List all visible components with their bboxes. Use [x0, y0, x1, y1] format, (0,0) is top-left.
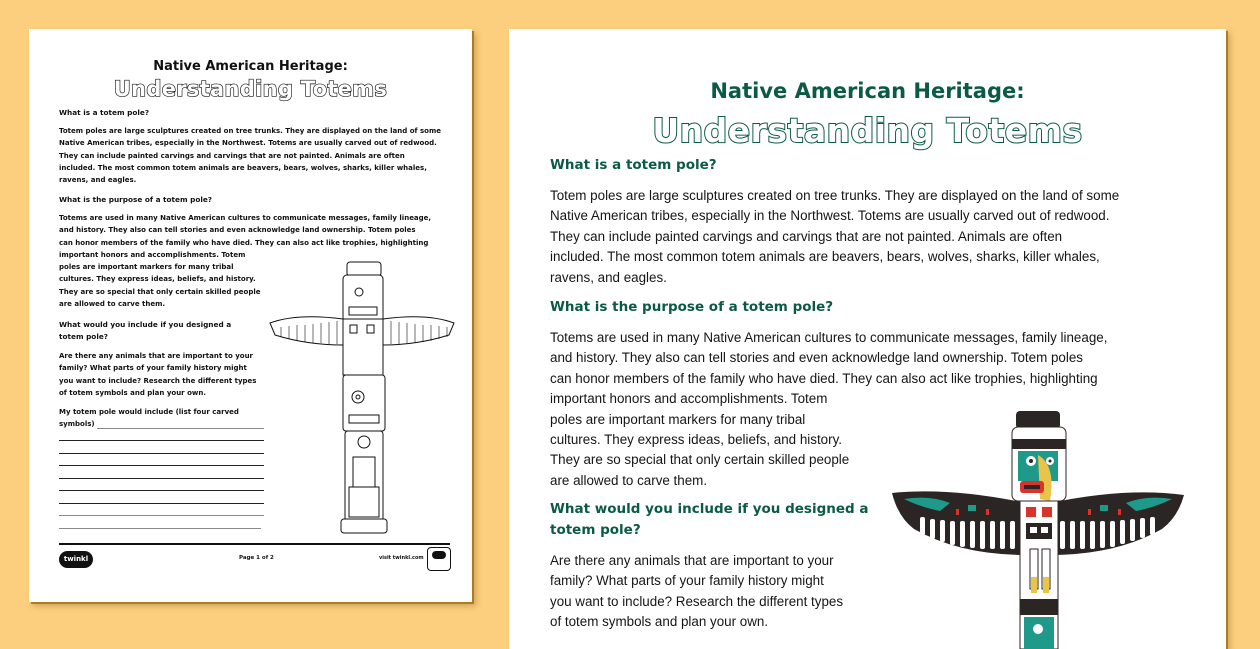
- heading-line: totem pole?: [59, 332, 109, 341]
- answer-line[interactable]: [59, 440, 264, 441]
- text-line: important honors and accomplishments. Totem: [59, 250, 246, 259]
- section-heading: What is the purpose of a totem pole?: [550, 299, 834, 315]
- text-line: ravens, and eagles.: [59, 176, 137, 185]
- text-line: Are there any animals that are important to your: [550, 553, 834, 568]
- text-line: are allowed to carve them.: [550, 472, 708, 488]
- text-line: and history. They also can tell stories and even acknowledge land ownership. Totem poles: [59, 226, 416, 235]
- section-paragraph: [550, 551, 843, 633]
- text-line: poles are important markers for many tribal: [550, 411, 806, 427]
- text-line: My totem pole would include (list four carved: [59, 408, 239, 416]
- heading-line: totem pole?: [550, 522, 641, 538]
- text-line: can honor members of the family who have died. They can also act like trophies, highlighting: [550, 370, 1098, 386]
- text-line: Native American tribes, especially in the Northwest. Totems are usually carved out of redwood.: [550, 208, 1110, 224]
- answer-line[interactable]: [59, 528, 261, 529]
- worksheet-title: Understanding Totems: [113, 77, 388, 101]
- text-line: Are there any animals that are important to your: [59, 352, 254, 360]
- answer-line[interactable]: [59, 478, 264, 479]
- prompt-text: [59, 406, 239, 431]
- text-line: Totems are used in many Native American cultures to communicate messages, family lineage,: [550, 330, 1108, 345]
- answer-line[interactable]: [97, 428, 264, 429]
- worksheet-title: Understanding Totems: [652, 111, 1083, 150]
- text-line: Totems are used in many Native American cultures to communicate messages, family lineage,: [59, 214, 432, 222]
- quality-badge-icon: [427, 547, 451, 571]
- text-line: cultures. They express ideas, beliefs, and history.: [59, 275, 256, 284]
- text-line: They are so special that only certain skilled people: [550, 452, 850, 468]
- text-line: They are so special that only certain skilled people: [59, 287, 261, 296]
- heading-line: What would you include if you designed a: [59, 320, 232, 329]
- answer-line[interactable]: [59, 465, 264, 466]
- page-number: Page 1 of 2: [239, 555, 274, 561]
- text-line: included. The most common totem animals are beavers, bears, wolves, sharks, killer whales,: [550, 249, 1100, 265]
- worksheet-subtitle: Native American Heritage:: [153, 59, 348, 74]
- visit-link[interactable]: visit twinkl.com: [379, 555, 424, 561]
- text-line: Totem poles are large sculptures created on tree trunks. They are displayed on the land of some: [550, 188, 1120, 203]
- text-line: poles are important markers for many tribal: [59, 263, 234, 272]
- heading-line: What would you include if you designed a: [550, 501, 869, 517]
- section-heading: What is the purpose of a totem pole?: [59, 195, 213, 204]
- section-heading: [550, 499, 868, 541]
- footer-rule: [59, 543, 450, 545]
- text-line: included. The most common totem animals are beavers, bears, wolves, sharks, killer whales,: [59, 163, 427, 172]
- answer-line[interactable]: [59, 490, 264, 491]
- answer-line[interactable]: [59, 503, 264, 504]
- text-line: Totem poles are large sculptures created on tree trunks. They are displayed on the land of some: [59, 127, 442, 135]
- section-paragraph: [550, 186, 1119, 288]
- text-line: of totem symbols and plan your own.: [550, 614, 769, 630]
- answer-line[interactable]: [59, 453, 264, 454]
- section-paragraph: [59, 350, 256, 399]
- text-line: cultures. They express ideas, beliefs, and history.: [550, 432, 843, 448]
- totem-pole-line-art: [267, 257, 457, 537]
- text-line: of totem symbols and plan your own.: [59, 388, 206, 397]
- text-line: family? What parts of your family history might: [550, 573, 824, 589]
- text-line: important honors and accomplishments. Totem: [550, 391, 828, 407]
- text-line: They can include painted carvings and carvings that are not painted. Animals are often: [550, 228, 1063, 244]
- section-heading: What is a totem pole?: [59, 108, 150, 117]
- worksheet-thumbnail: [29, 29, 472, 602]
- text-line: family? What parts of your family history might: [59, 364, 247, 373]
- text-line: and history. They also can tell stories and even acknowledge land ownership. Totem poles: [550, 350, 1083, 366]
- worksheet-subtitle: Native American Heritage:: [710, 79, 1025, 103]
- text-line: you want to include? Research the different types: [59, 376, 257, 385]
- text-line: can honor members of the family who have died. They can also act like trophies, highlighting: [59, 238, 429, 247]
- answer-line[interactable]: [59, 515, 264, 516]
- text-line: you want to include? Research the different types: [550, 593, 844, 609]
- text-line: are allowed to carve them.: [59, 300, 166, 309]
- twinkl-logo: twinkl: [59, 551, 93, 568]
- text-line: ravens, and eagles.: [550, 269, 667, 285]
- text-line: Native American tribes, especially in the Northwest. Totems are usually carved out of redwood.: [59, 139, 437, 148]
- section-paragraph: [59, 125, 441, 186]
- worksheet-zoomed: [509, 29, 1226, 649]
- text-line: symbols): [59, 420, 95, 429]
- totem-pole-color: [890, 399, 1186, 649]
- section-heading: What is a totem pole?: [550, 157, 717, 173]
- text-line: They can include painted carvings and carvings that are not painted. Animals are often: [59, 151, 405, 160]
- section-heading: [59, 319, 231, 343]
